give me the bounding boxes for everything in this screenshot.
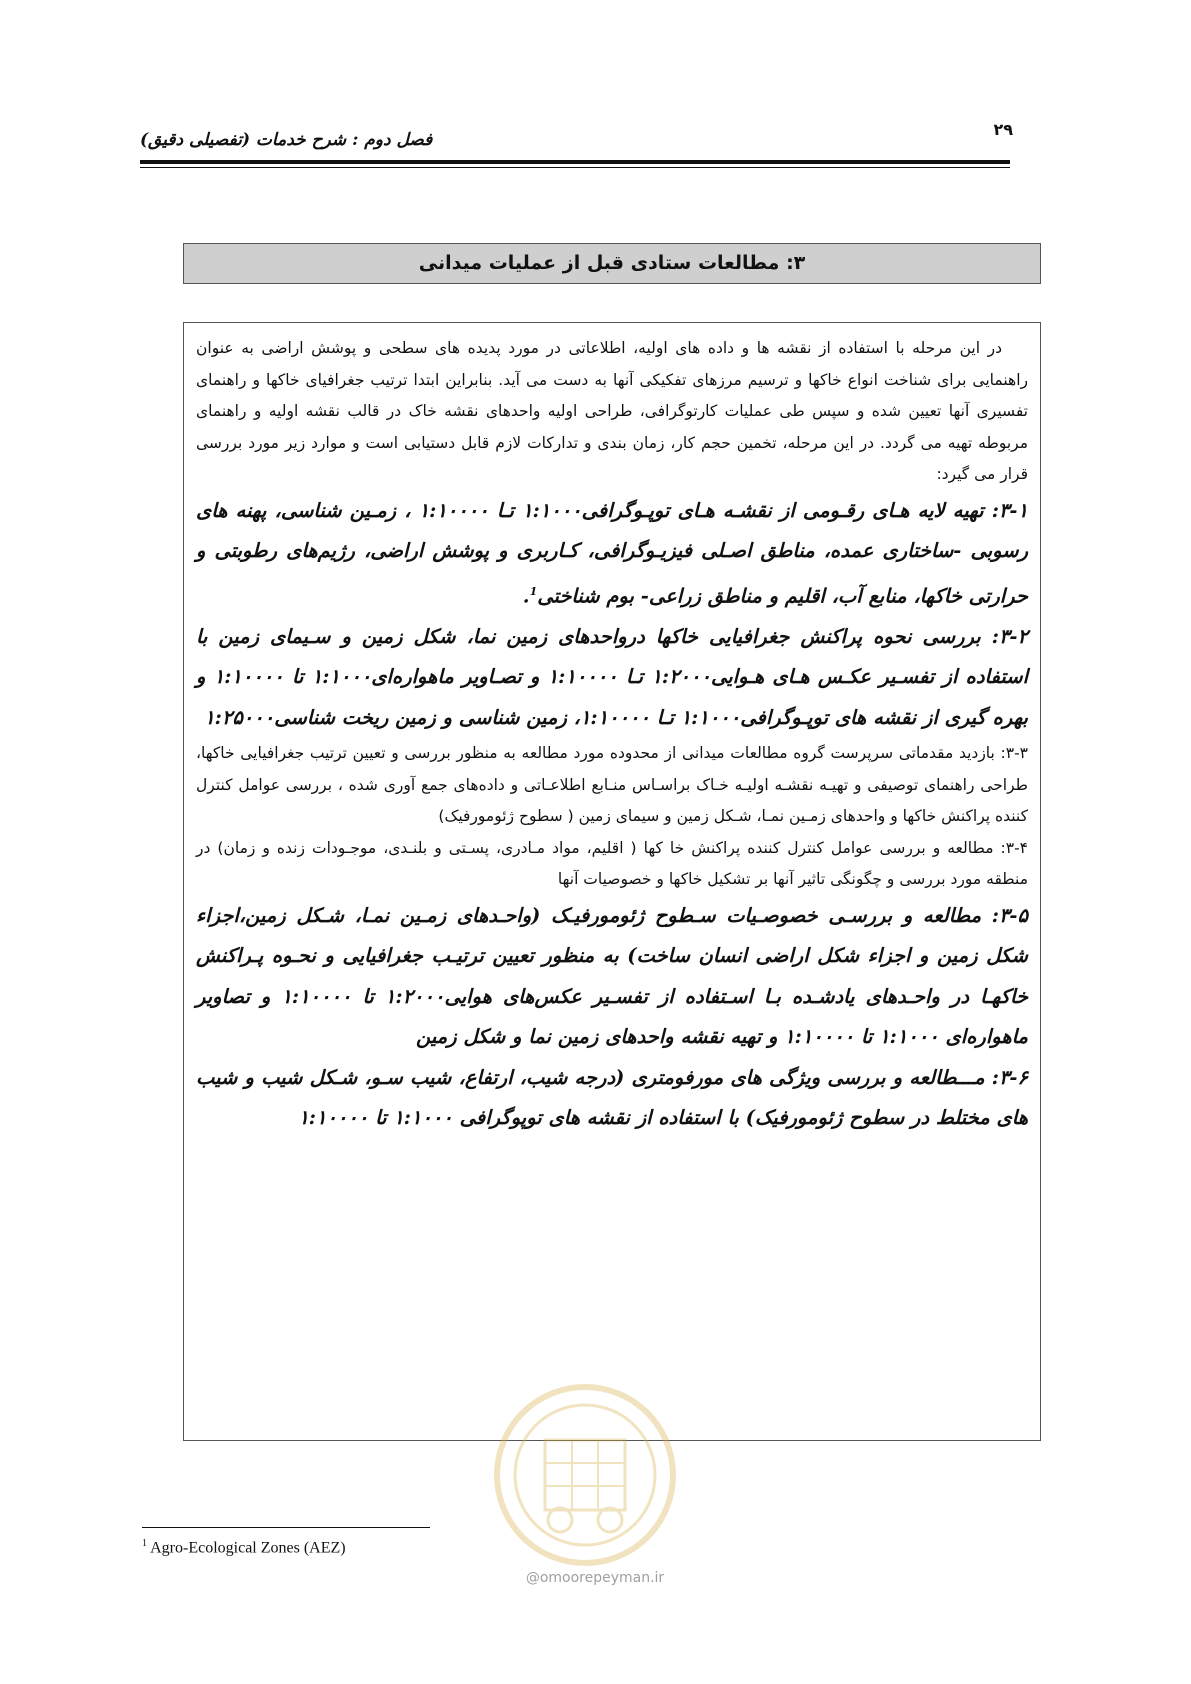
item-3-3: ۳-۳: بازدید مقدماتی سرپرست گروه مطالعات میدانی از محدوده مورد مطالعه به منظور بررسی و تعیین ترتیب جغرافیایی خاکها، طراحی راهنمای توصیفی و تهیـه نقشـه اولیـه خـاک براسـاس منـابع اطلاعـاتی و داده‌های جمع آوری شده ، بررسی عوامل کنترل کننده پراکنش خاکها و واحدهای زمـین نمـا، شـکل زمین و سیمای زمین ( سطوح ژئومورفیک) [196, 744, 1028, 825]
content-box [183, 322, 1041, 1441]
item-3-1-end: . [522, 584, 530, 607]
page-number: ۲۹ [993, 120, 1013, 139]
intro-paragraph: در این مرحله با استفاده از نقشه ها و داده های اولیه، اطلاعاتی در مورد پدیده های سطحی و پوشش اراضی به عنوان راهنمایی برای شناخت انواع خاکها و ترسیم مرزهای تفکیکی آنها به دست می آید. بنابراین ابتدا ترتیب جغرافیای خاکها و راهنمای تفسیری آنها تعیین شده و سپس طی عملیات کارتوگرافی، طراحی اولیه واحدهای نقشه خاک در قالب نقشه اولیه و راهنمای مربوطه تهیه می گردد. در این مرحله، تخمین حجم کار، زمان بندی و تدارکات لازم قابل دستیابی است و موارد زیر مورد بررسی قرار می گیرد: [196, 339, 1028, 483]
item-3-5: ۳-۵: مطالعه و بررسـی خصوصـیات سـطوح ژئومورفیـک (واحـدهای زمـین نمـا، شـکل زمین،اجزاء شکل زمین و اجزاء شکل اراضی انسان ساخت) به منظور تعیین ترتیـب جغرافیایی و نحـوه پـراکنش خاکهـا در واحـدهای یادشـده بـا اسـتفاده از تفسـیر عکس‌های هوایی۱:۲۰۰۰ تا ۱:۱۰۰۰۰ و تصاویر ماهواره‌ای ۱:۱۰۰۰ تا ۱:۱۰۰۰۰ و تهیه نقشه واحدهای زمین نما و شکل زمین [196, 903, 1028, 1048]
item-3-1-text: ۳-۱: تهیه لایه هـای رقـومی از نقشـه هـای توپـوگرافی۱:۱۰۰۰ تـا ۱:۱۰۰۰۰ ، زمـین شناسی، پهنه های رسوبی -ساختاری عمده، مناطق اصـلی فیزیـوگرافی، کـاربری و پوشش اراضی، رژیم‌های رطوبتی و حرارتی خاکها، منابع آب، اقلیم و مناطق زراعی- بوم شناختی [196, 498, 1028, 607]
footnote-rule [142, 1527, 430, 1528]
watermark-text: @omoorepeyman.ir [525, 1570, 665, 1586]
section-title: ۳: مطالعات ستادی قبل از عملیات میدانی [183, 243, 1041, 284]
footnote-number: 1 [142, 1538, 147, 1549]
item-3-4: ۳-۴: مطالعه و بررسی عوامل کنترل کننده پراکنش خا کها ( اقلیم، مواد مـادری، پسـتی و بلنـدی، موجـودات زنده و زمان) در منطقه مورد بررسی و چگونگی تاثیر آنها بر تشکیل خاکها و خصوصیات آنها [196, 838, 1028, 888]
item-3-6: ۳-۶: مـــطالعه و بررسی ویژگی های مورفومتری (درجه شیب، ارتفاع، شیب سـو، شـکل شیب و شیب های مختلط در سطوح ژئومورفیک) با استفاده از نقشه های توپوگرافی ۱:۱۰۰۰ تا ۱:۱۰۰۰۰ [196, 1065, 1028, 1129]
footnote [142, 1538, 562, 1557]
item-3-2: ۳-۲: بررسی نحوه پراکنش جغرافیایی خاکها درواحدهای زمین نما، شکل زمین و سـیمای زمین با استفاده از تفسـیر عکـس هـای هـوایی۱:۲۰۰۰ تـا ۱:۱۰۰۰۰ و تصـاویر ماهواره‌ای۱:۱۰۰۰ تا ۱:۱۰۰۰۰ و بهره گیری از نقشه های توپـوگرافی۱:۱۰۰۰ تـا ۱:۱۰۰۰۰، زمین شناسی و زمین ریخت شناسی۱:۲۵۰۰۰ [196, 624, 1028, 729]
running-header: فصل دوم : شرح خدمات (تفصیلی دقیق) [140, 130, 433, 150]
header-rule-thick [140, 160, 1010, 164]
footnote-ref: 1 [529, 584, 538, 598]
header-rule-thin [140, 167, 1010, 168]
item-3-1 [196, 491, 1028, 617]
footnote-text: Agro-Ecological Zones (AEZ) [147, 1539, 346, 1557]
